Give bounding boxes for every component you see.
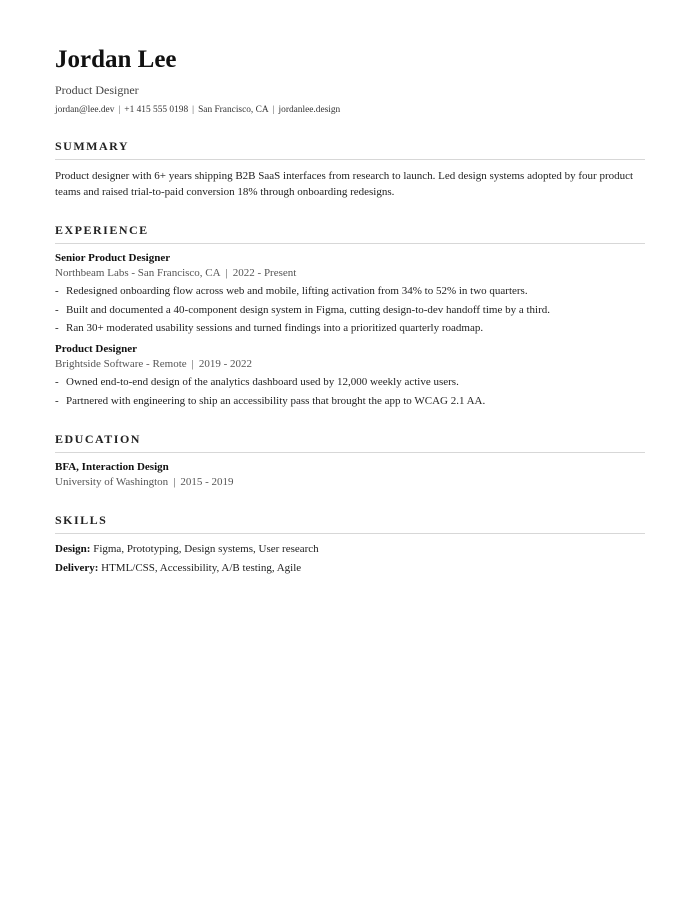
job-meta — [55, 266, 645, 281]
job-bullet — [55, 303, 645, 318]
skill-row-delivery — [55, 561, 645, 576]
skill-row-design — [55, 542, 645, 557]
resume-header — [55, 44, 645, 116]
bullet-text: Built and documented a 40-component design system in Figma, cutting design-to-dev handoff time by a third. — [66, 303, 551, 316]
skills-section — [55, 512, 645, 576]
candidate-name: Jordan Lee — [55, 46, 177, 73]
bullet-marker: - — [55, 285, 59, 297]
skill-label: Design: — [55, 542, 91, 555]
job-role: Senior Product Designer — [55, 252, 171, 264]
skill-label: Delivery: — [55, 561, 99, 574]
job-company: Northbeam Labs - San Francisco, CA — [55, 267, 221, 279]
summary-text: Product designer with 6+ years shipping B2B SaaS interfaces from research to launch. Led design systems adopted by four product teams and raised trial-to-paid conversion 18% through onboarding redesigns. — [55, 170, 634, 198]
contact-line — [55, 104, 645, 116]
experience-heading: EXPERIENCE — [55, 222, 645, 244]
bullet-text: Owned end-to-end design of the analytics dashboard used by 12,000 weekly active users. — [66, 376, 459, 388]
meta-separator: | — [191, 358, 194, 370]
education-section — [55, 431, 645, 490]
skill-value: Figma, Prototyping, Design systems, User research — [93, 542, 319, 555]
job-bullet — [55, 284, 645, 299]
job-bullet — [55, 394, 645, 409]
contact-email: jordan@lee.dev — [55, 105, 115, 115]
skill-value: HTML/CSS, Accessibility, A/B testing, Agile — [101, 561, 302, 574]
bullet-marker: - — [55, 394, 59, 407]
contact-location: San Francisco, CA — [198, 105, 269, 115]
job-role: Product Designer — [55, 343, 137, 355]
job-bullets — [55, 375, 645, 409]
contact-separator: | — [272, 105, 275, 115]
job-bullets — [55, 284, 645, 336]
meta-separator: | — [173, 475, 176, 488]
job-entry — [55, 342, 645, 409]
education-entry — [55, 460, 645, 490]
job-dates: 2019 - 2022 — [198, 358, 253, 370]
bullet-text: Ran 30+ moderated usability sessions and turned findings into a prioritized quarterly roadmap. — [66, 322, 484, 334]
skills-list — [55, 542, 645, 576]
education-heading: EDUCATION — [55, 431, 645, 453]
bullet-marker: - — [55, 303, 59, 316]
contact-separator: | — [118, 105, 121, 115]
meta-separator: | — [225, 267, 228, 279]
education-school: University of Washington — [55, 475, 169, 488]
job-company: Brightside Software - Remote — [55, 358, 187, 370]
bullet-marker: - — [55, 376, 59, 388]
bullet-text: Redesigned onboarding flow across web and mobile, lifting activation from 34% to 52% in two quarters. — [66, 285, 528, 297]
job-entry — [55, 251, 645, 336]
contact-website: jordanlee.design — [278, 105, 341, 115]
summary-section — [55, 138, 645, 200]
experience-section — [55, 222, 645, 409]
skills-heading: SKILLS — [55, 512, 645, 534]
contact-phone: +1 415 555 0198 — [124, 105, 189, 115]
job-bullet — [55, 375, 645, 390]
job-meta — [55, 357, 645, 372]
bullet-text: Partnered with engineering to ship an accessibility pass that brought the app to WCAG 2.1 AA. — [66, 394, 486, 407]
education-degree: BFA, Interaction Design — [55, 460, 169, 473]
summary-heading: SUMMARY — [55, 138, 645, 160]
contact-separator: | — [192, 105, 195, 115]
bullet-marker: - — [55, 322, 59, 334]
education-meta — [55, 475, 645, 490]
job-dates: 2022 - Present — [232, 267, 297, 279]
candidate-title: Product Designer — [55, 83, 139, 97]
education-dates: 2015 - 2019 — [180, 475, 234, 488]
job-bullet — [55, 321, 645, 336]
